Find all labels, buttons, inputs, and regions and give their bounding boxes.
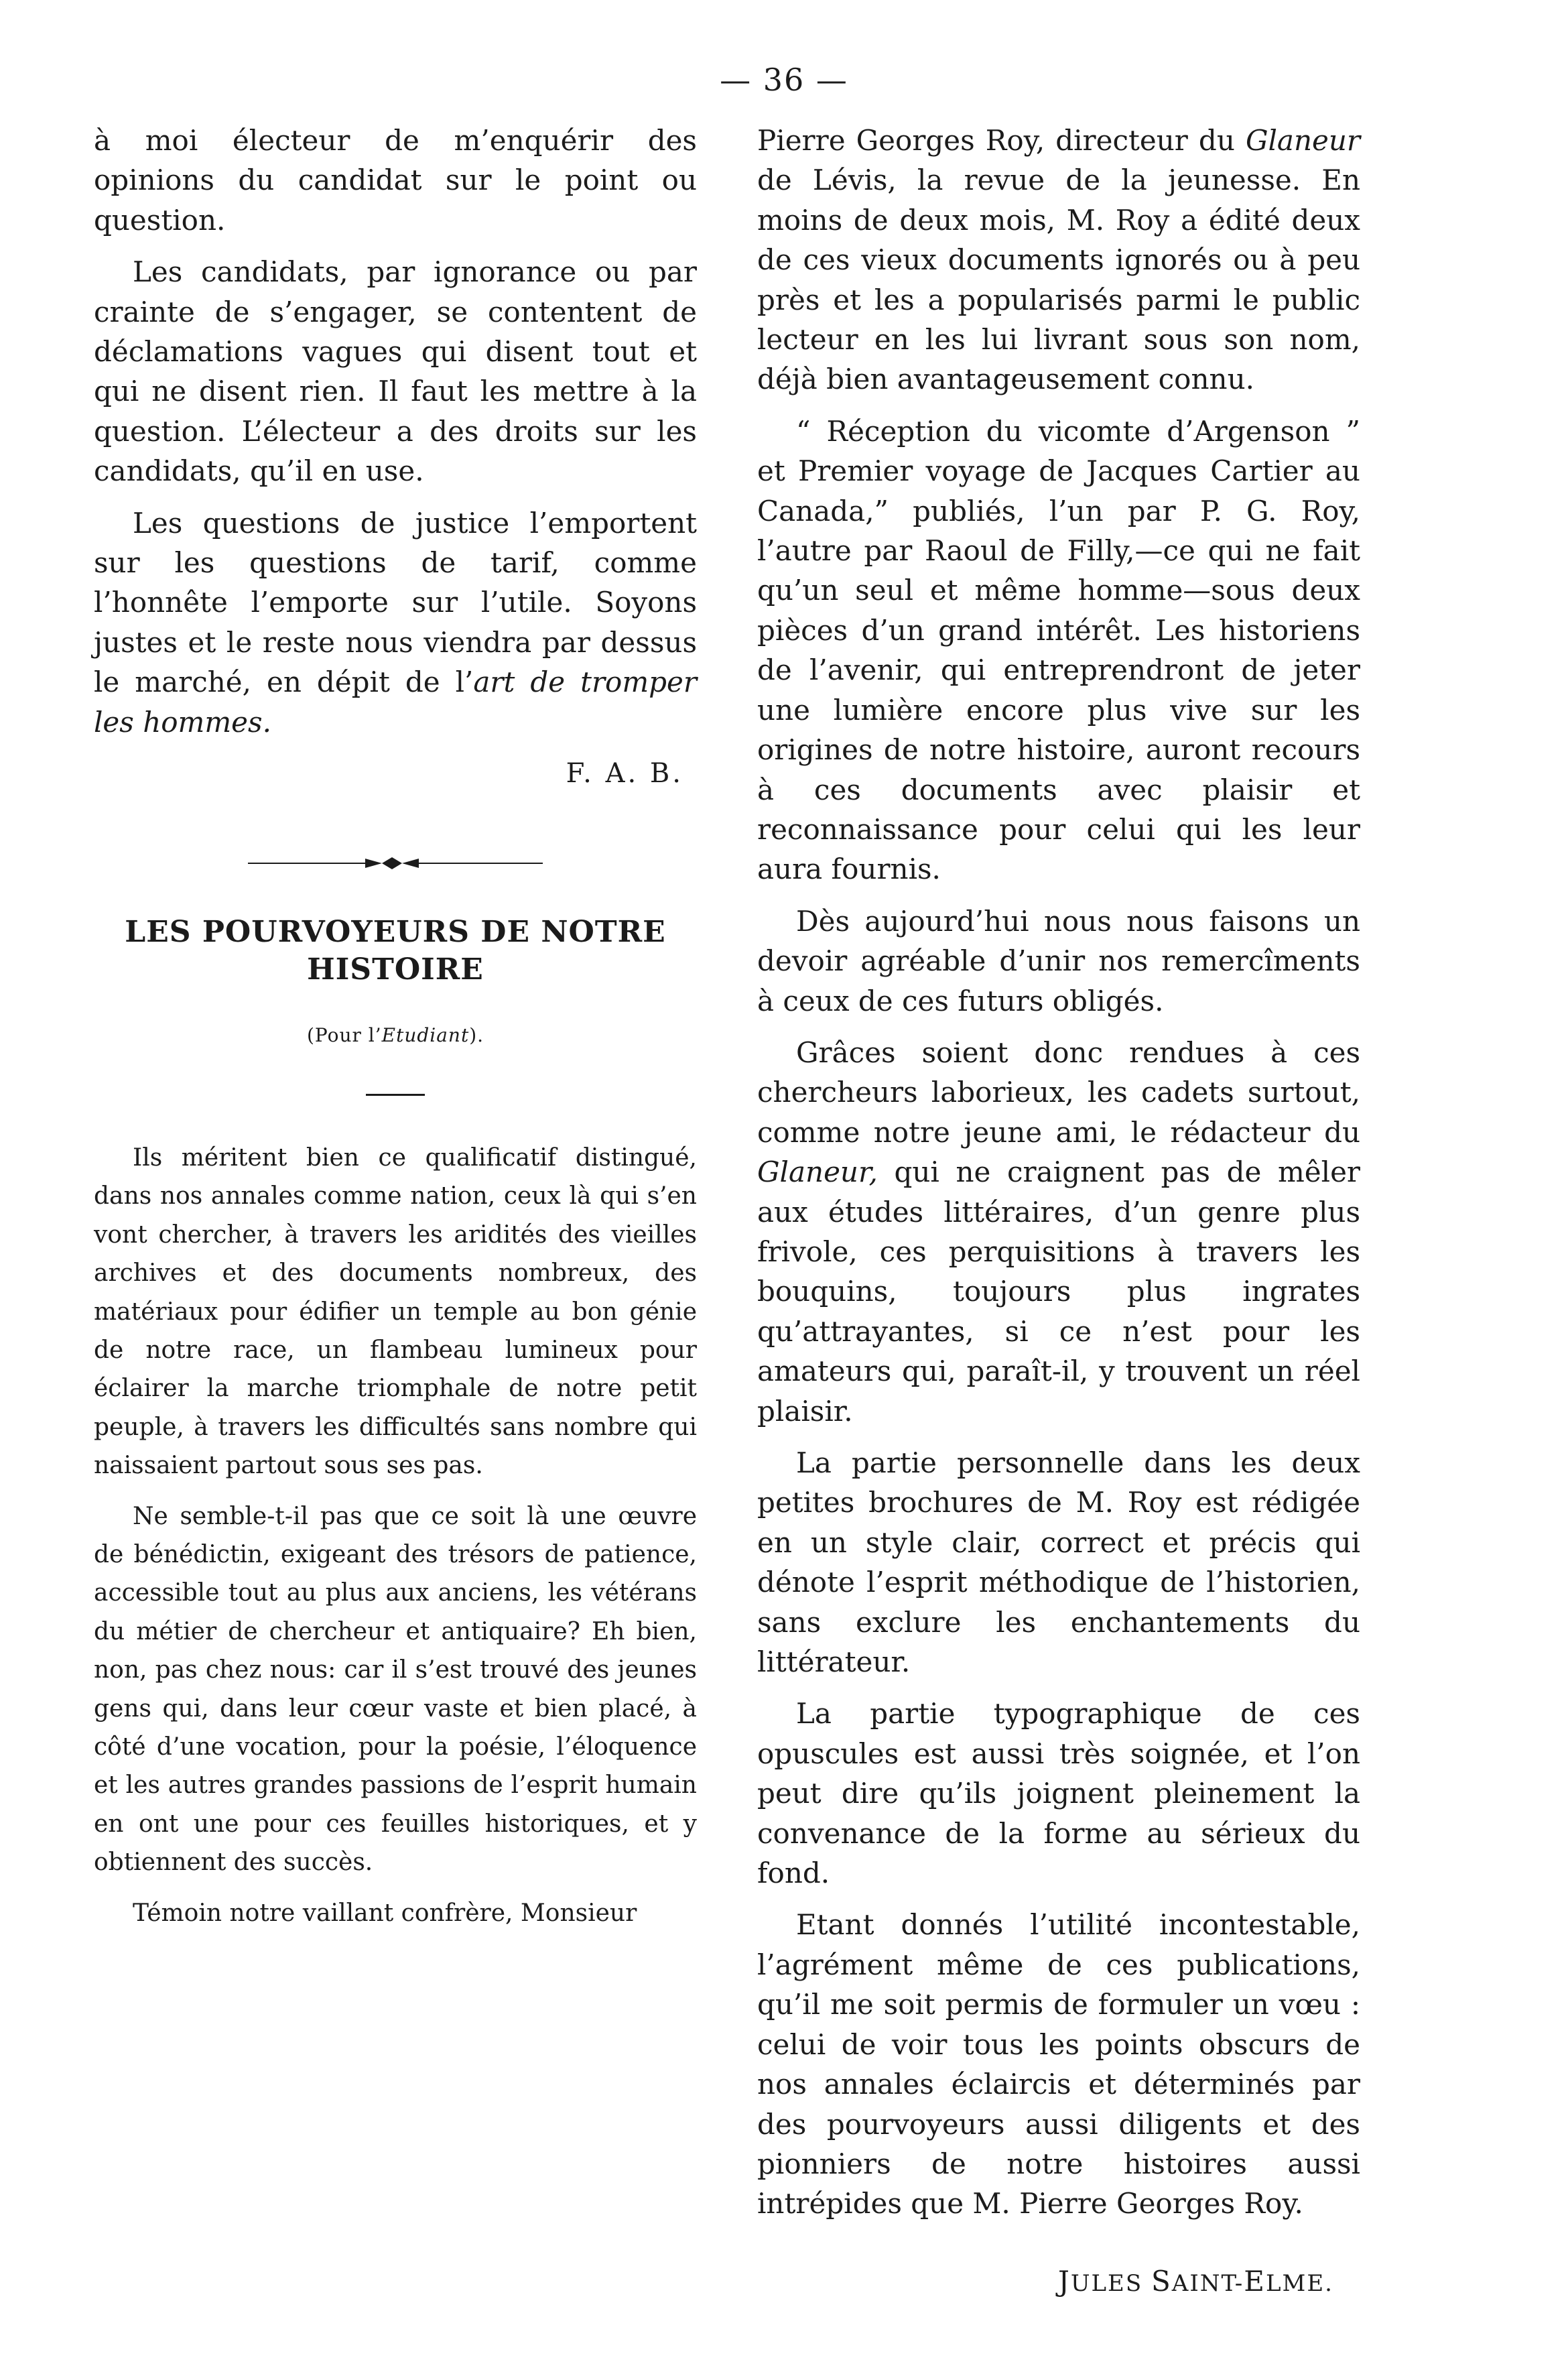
paragraph-text: de Lévis, la revue de la jeunesse. En moins de deux mois, M. Roy a édité deux de ces vieux documents ignorés ou à peu près et les a popularisés parmi le public lecteur en les lui livrant sous son nom, déjà bien avantageusement connu. <box>757 164 1360 396</box>
signature-initial: E <box>1244 2264 1266 2298</box>
paragraph-text: Pierre Georges Roy, directeur du <box>757 124 1246 157</box>
paragraph: “ Réception du vicomte d’Argenson ” et Premier voyage de Jacques Cartier au Canada,” publiés, l’un par P. G. Roy, l’autre par Raoul de Filly,—ce qui ne fait qu’un seul et même homme—sous deux pièces d’un grand intérêt. Les historiens de l’avenir, qui entreprendront de jeter une lumière encore plus vive sur les origines de notre histoire, auront recours à ces documents avec plaisir et reconnaissance pour celui qui les leur aura fournis. <box>757 414 1360 886</box>
paragraph <box>757 121 1360 399</box>
signature-initial: J <box>1057 2264 1071 2298</box>
byline-suffix: ). <box>469 1023 484 1046</box>
byline <box>94 1015 697 1055</box>
paragraph: Ne semble-t-il pas que ce soit là une œuvre de bénédictin, exigeant des trésors de patience, accessible tout au plus aux anciens, les vétérans du métier de chercheur et antiquaire? Eh bien, non, pas chez nous: car il s’est trouvé des jeunes gens qui, dans leur cœur vaste et bien placé, à côté d’une vocation, pour la poésie, l’éloquence et les autres grandes passions de l’esprit humain en ont une pour ces feuilles historiques, et y obtiennent des succès. <box>94 1502 697 1877</box>
section-title <box>94 914 697 989</box>
left-column <box>94 121 697 1944</box>
paragraph: La partie personnelle dans les deux petites brochures de M. Roy est rédigée en un style clair, correct et précis qui dénote l’esprit méthodique de l’historien, sans exclure les enchantements du littérateur. <box>757 1446 1360 1679</box>
paragraph <box>94 503 697 742</box>
italic-title: Glaneur, <box>757 1155 878 1189</box>
signature-part: LME. <box>1265 2269 1333 2297</box>
section-title-line-2: HISTOIRE <box>307 952 484 987</box>
paragraph: Dès aujourd’hui nous nous faisons un devoir agréable d’unir nos remercîments à ceux de ces futurs obligés. <box>757 904 1360 1017</box>
italic-title: Glaneur <box>1245 124 1360 157</box>
byline-prefix: (Pour l’ <box>306 1023 382 1046</box>
signature-part: ULES <box>1070 2269 1151 2297</box>
signature-part: AINT- <box>1171 2269 1244 2297</box>
paragraph: Les candidats, par ignorance ou par crainte de s’engager, se contentent de déclamations vagues qui disent tout et qui ne disent rien. Il faut les mettre à la question. L’électeur a des droits sur les candidats, qu’il en use. <box>94 255 697 488</box>
paragraph-text: qui ne craignent pas de mêler aux études littéraires, d’un genre plus frivole, ces perquisitions à travers les bouquins, toujours plus ingrates qu’attrayantes, si ce n’est pour les amateurs qui, paraît-il, y trouvent un réel plaisir. <box>757 1155 1360 1428</box>
ornament-divider <box>248 853 543 873</box>
paragraph-text: Grâces soient donc rendues à ces chercheurs laborieux, les cadets surtout, comme notre jeune ami, le rédacteur du <box>757 1036 1360 1149</box>
short-rule <box>366 1094 425 1096</box>
paragraph-text: Les questions de justice l’emportent sur les questions de tarif, comme l’honnête l’emporte sur l’utile. Soyons justes et le reste nous viendra par dessus le marché, en dépit de l’ <box>94 506 697 699</box>
author-signature: F. A. B. <box>566 758 683 790</box>
paragraph: Etant donnés l’utilité incontestable, l’agrément même de ces publications, qu’il me soit permis de formuler un vœu : celui de voir tous les points obscurs de nos annales éclaircis et déterminés par des pourvoyeurs aussi diligents et des pionniers de notre histoires aussi intrépides que M. Pierre Georges Roy. <box>757 1908 1360 2220</box>
page-number: — 36 — <box>720 62 848 98</box>
italic-phrase: art de tromper les hommes. <box>94 666 697 739</box>
signature-initial: S <box>1151 2264 1172 2298</box>
paragraph <box>757 1033 1360 1431</box>
paragraph: à moi électeur de m’enquérir des opinions du candidat sur le point ou question. <box>94 124 697 237</box>
paragraph: La partie typographique de ces opuscules est aussi très soignée, et l’on peut dire qu’ils joignent pleinement la convenance de la forme au sérieux du fond. <box>757 1697 1360 1890</box>
author-signature <box>757 2261 1333 2304</box>
paragraph: Ils méritent bien ce qualificatif distingué, dans nos annales comme nation, ceux là qui s’en vont chercher, à travers les aridités des vieilles archives et des documents nombreux, des matériaux pour édifier un temple au bon génie de notre race, un flambeau lumineux pour éclairer la marche triomphale de notre petit peuple, à travers les difficultés sans nombre qui naissaient partout sous ses pas. <box>94 1143 697 1480</box>
section-title-line-1: LES POURVOYEURS DE NOTRE <box>125 914 666 949</box>
byline-publication: Etudiant <box>381 1023 470 1046</box>
right-column <box>757 121 1360 2304</box>
paragraph: Témoin notre vaillant confrère, Monsieur <box>133 1899 637 1927</box>
